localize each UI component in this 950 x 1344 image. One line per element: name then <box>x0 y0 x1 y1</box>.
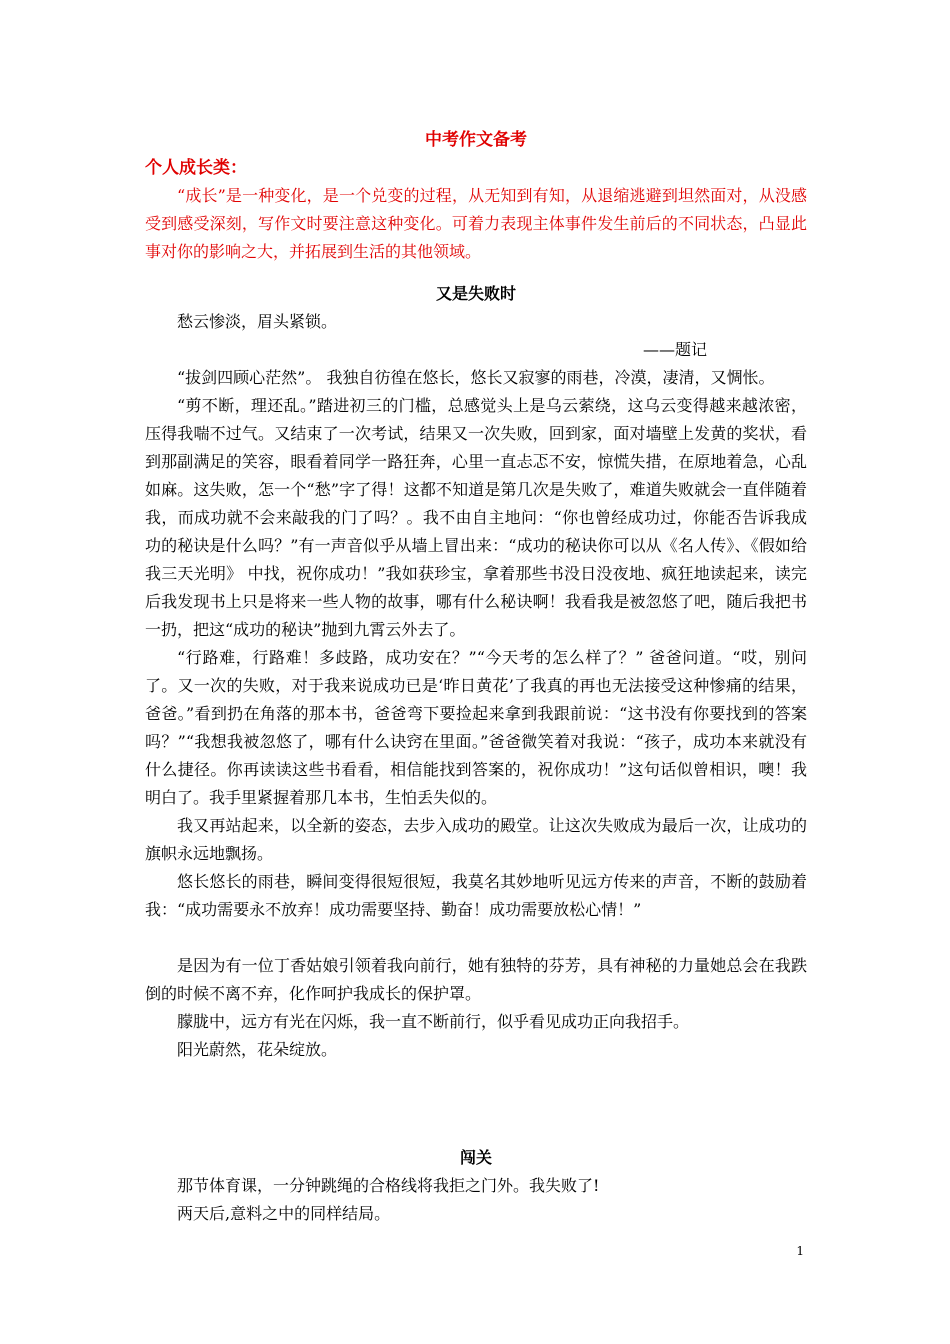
paragraph-spacer <box>145 924 807 952</box>
essay1-title: 又是失败时 <box>435 284 516 303</box>
essay1-paragraph: 阳光蔚然，花朵绽放。 <box>177 1040 338 1059</box>
essay1-paragraph: 悠长悠长的雨巷，瞬间变得很短很短，我莫名其妙地听见远方传来的声音，不断的鼓励着我：“成功需要永不放弃！成功需要坚持、勤奋！成功需要放松心情！” <box>145 872 807 919</box>
essay1-paragraph: 朦胧中，远方有光在闪烁，我一直不断前行，似乎看见成功正向我招手。 <box>177 1012 690 1031</box>
page-number: 1 <box>796 1244 804 1258</box>
essay2-paragraph: 两天后,意料之中的同样结局。 <box>177 1204 391 1223</box>
essay1-epigraph-signature: ——题记 <box>642 340 707 359</box>
essay1-paragraph: “拔剑四顾心茫然”。 我独自彷徨在悠长，悠长又寂寥的雨巷，冷漠，凄清，又惆怅。 <box>177 368 775 387</box>
document-title: 中考作文备考 <box>425 130 527 150</box>
section-spacer <box>145 1064 807 1130</box>
essay1-paragraph: 是因为有一位丁香姑娘引领着我向前行，她有独特的芬芳，具有神秘的力量她总会在我跌倒的时候不离不弃，化作呵护我成长的保护罩。 <box>145 956 807 1003</box>
category-label: 个人成长类： <box>145 158 247 178</box>
essay2-title: 闯关 <box>459 1148 492 1167</box>
essay1-epigraph: 愁云惨淡，眉头紧锁。 <box>177 312 338 331</box>
category-intro: “成长”是一种变化，是一个兑变的过程，从无知到有知，从退缩逃避到坦然面对，从没感受到感受深刻，写作文时要注意这种变化。可着力表现主体事件发生前后的不同状态，凸显此事对你的影响之大，并拓展到生活的其他领域。 <box>145 186 807 261</box>
document-body <box>145 126 807 1228</box>
essay1-paragraph: “行路难，行路难！多歧路，成功安在？”“今天考的怎么样了？” 爸爸问道。“哎，别问了。又一次的失败，对于我来说成功已是‘昨日黄花’了我真的再也无法接受这种惨痛的结果，爸爸。”看到扔在角落的那本书，爸爸弯下要捡起来拿到我跟前说：“这书没有你要找到的答案吗？”“我想我被忽悠了，哪有什么诀窍在里面。”爸爸微笑着对我说：“孩子，成功本来就没有什么捷径。你再读读这些书看看，相信能找到答案的，祝你成功！”这句话似曾相识，噢！我明白了。我手里紧握着那几本书，生怕丢失似的。 <box>145 648 807 807</box>
essay1-paragraph: 我又再站起来，以全新的姿态，去步入成功的殿堂。让这次失败成为最后一次，让成功的旗帜永远地飘扬。 <box>145 816 807 863</box>
essay1-paragraph: “剪不断，理还乱。”踏进初三的门槛，总感觉头上是乌云萦绕，这乌云变得越来越浓密，压得我喘不过气。又结束了一次考试，结果又一次失败，回到家，面对墙壁上发黄的奖状，看到那副满足的笑容，眼看着同学一路狂奔，心里一直忐忑不安，惊慌失措，在原地着急，心乱如麻。这失败，怎一个“愁”字了得！这都不知道是第几次是失败了，难道失败就会一直伴随着我，而成功就不会来敲我的门了吗？。我不由自主地问：“你也曾经成功过，你能否告诉我成功的秘诀是什么吗？”有一声音似乎从墙上冒出来：“成功的秘诀你可以从《名人传》、《假如给我三天光明》 中找，祝你成功！”我如获珍宝，拿着那些书没日没夜地、疯狂地读起来，读完后我发现书上只是将来一些人物的故事，哪有什么秘诀啊！我看我是被忽悠了吧，随后我把书一扔，把这“成功的秘诀”抛到九霄云外去了。 <box>145 396 807 639</box>
essay2-paragraph: 那节体育课，一分钟跳绳的合格线将我拒之门外。我失败了! <box>177 1176 600 1195</box>
